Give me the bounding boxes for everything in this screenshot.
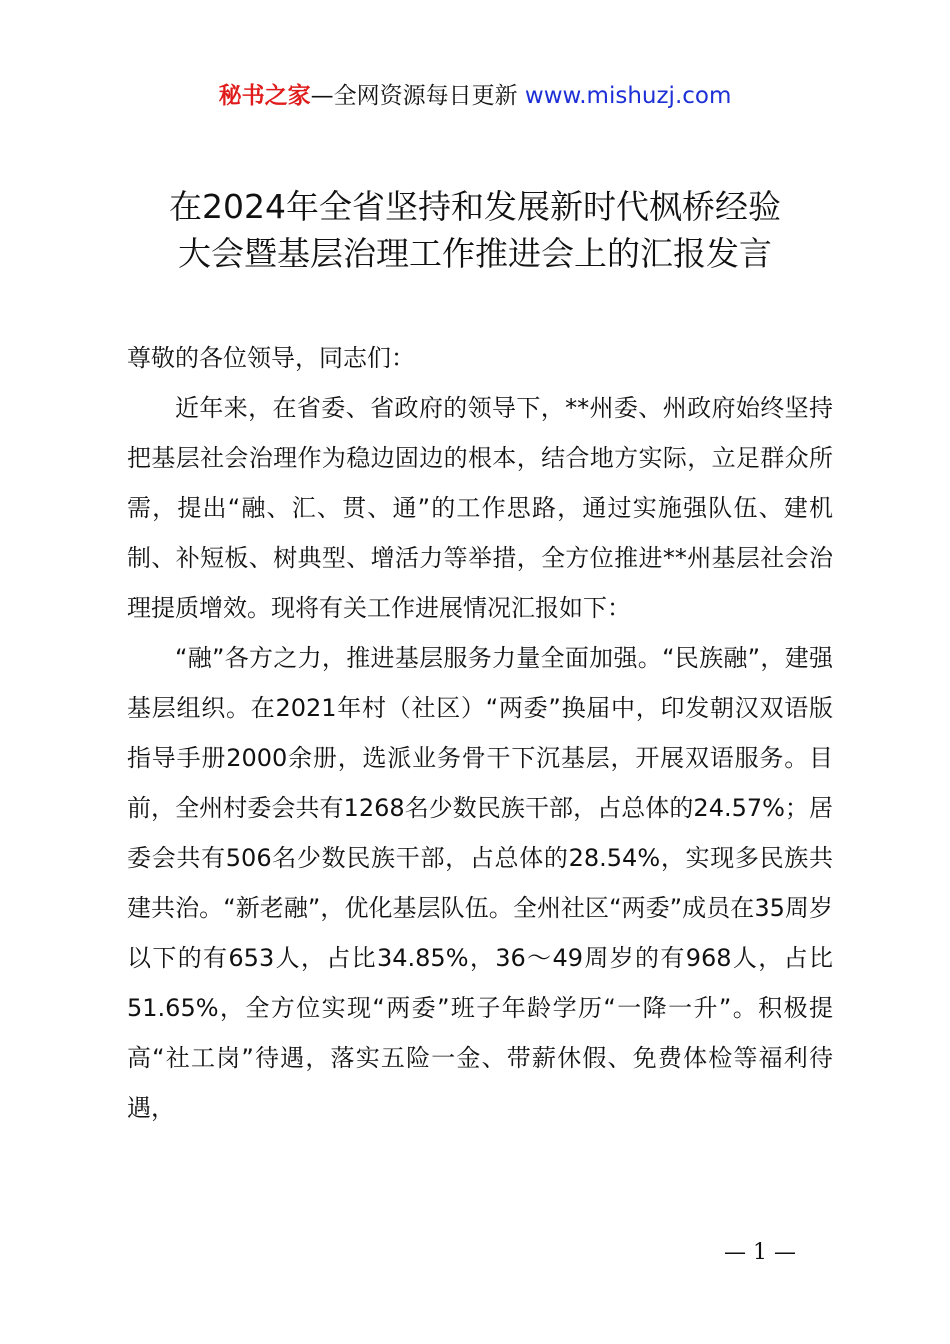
page-number: — 1 — bbox=[724, 1240, 796, 1265]
site-tagline: —全网资源每日更新 bbox=[310, 83, 518, 109]
document-title bbox=[80, 183, 870, 277]
paragraph-intro: 近年来，在省委、省政府的领导下，**州委、州政府始终坚持把基层社会治理作为稳边固边的根本，结合地方实际，立足群众所需，提出“融、汇、贯、通”的工作思路，通过实施强队伍、建机制、补短板、树典型、增活力等举措，全方位推进**州基层社会治理提质增效。现将有关工作进展情况汇报如下： bbox=[127, 394, 833, 622]
document-title-line-1: 在2024年全省坚持和发展新时代枫桥经验 bbox=[169, 187, 781, 226]
paragraph-section-1: “融”各方之力，推进基层服务力量全面加强。“民族融”，建强基层组织。在2021年村（社区）“两委”换届中，印发朝汉双语版指导手册2000余册，选派业务骨干下沉基层，开展双语服务。目前，全州村委会共有1268名少数民族干部，占总体的24.57%；居委会共有506名少数民族干部，占总体的28.54%，实现多民族共建共治。“新老融”，优化基层队伍。全州社区“两委”成员在35周岁以下的有653人，占比34.85%，36～49周岁的有968人，占比51.65%，全方位实现“两委”班子年龄学历“一降一升”。积极提高“社工岗”待遇，落实五险一金、带薪休假、免费体检等福利待遇， bbox=[127, 644, 833, 1122]
document-title-line-2: 大会暨基层治理工作推进会上的汇报发言 bbox=[178, 234, 772, 273]
salutation: 尊敬的各位领导，同志们： bbox=[127, 344, 415, 372]
site-header bbox=[0, 80, 950, 112]
site-brand: 秘书之家 bbox=[218, 83, 311, 109]
document-body bbox=[127, 333, 833, 1133]
site-url-link[interactable]: www.mishuzj.com bbox=[524, 83, 732, 109]
